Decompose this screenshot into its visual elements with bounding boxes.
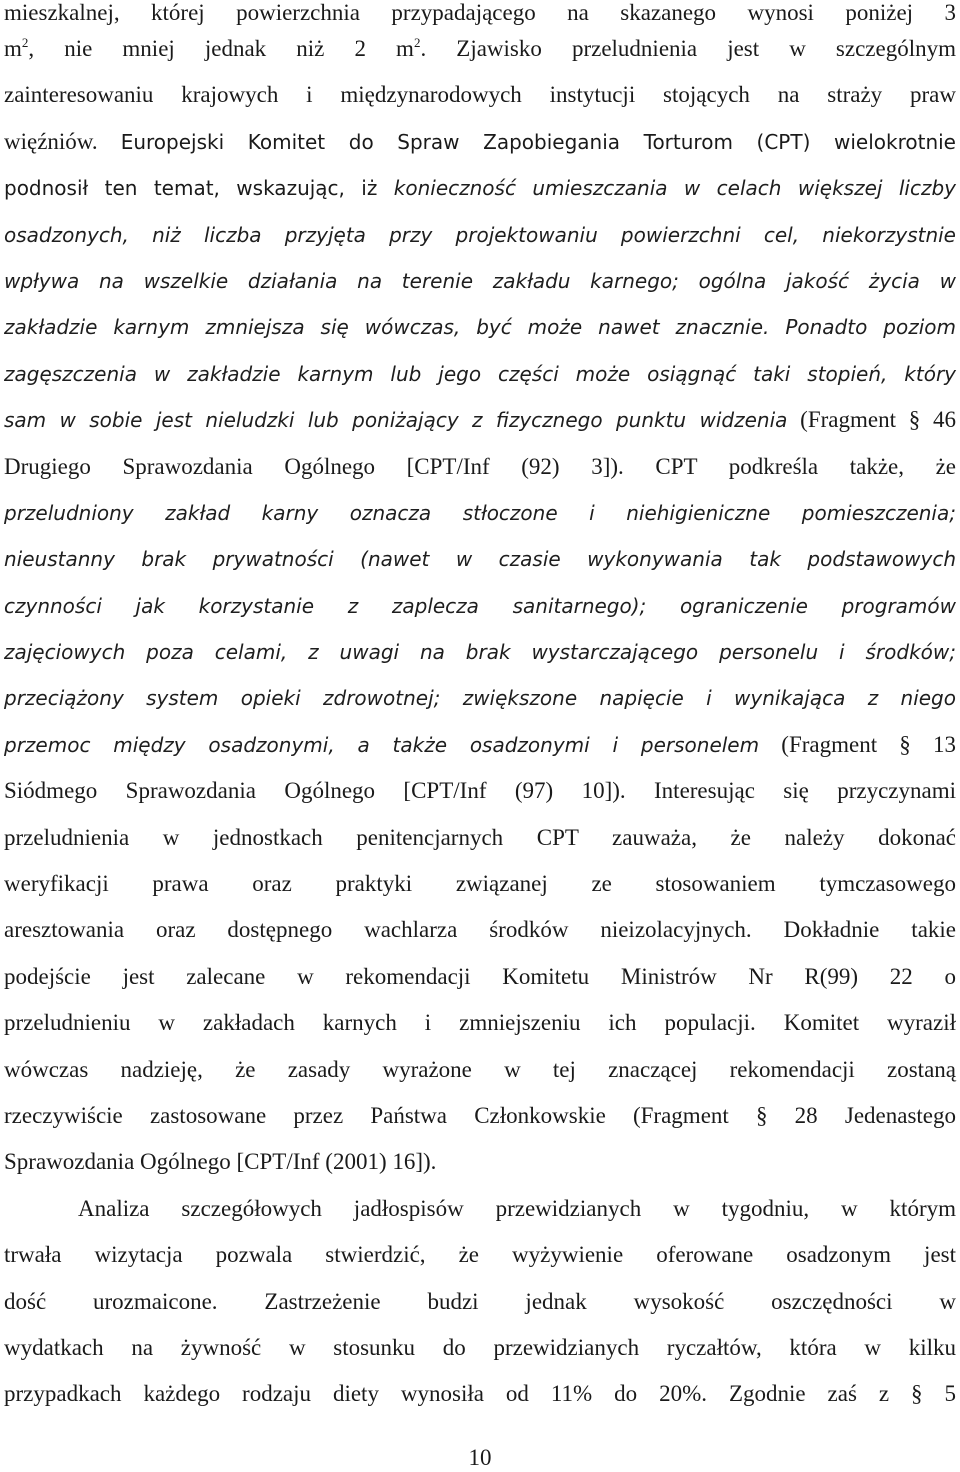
text-segment: (Fragment § 46 [787, 407, 956, 433]
superscript: 2 [413, 35, 421, 50]
text-line [4, 907, 956, 953]
text-segment: weryfikacji prawa oraz praktyki związanej ze stosowaniem tymczasowego [4, 871, 956, 897]
text-line [4, 1232, 956, 1278]
text-segment: wówczas nadzieję, że zasady wyrażone w tej znaczącej rekomendacji zostaną [4, 1056, 956, 1082]
quoted-text: przeludniony zakład karny oznacza stłoczone i niehigieniczne pomieszczenia; [4, 500, 956, 525]
text-segment: Drugiego Sprawozdania Ogólnego [CPT/Inf (92) 3]). CPT podkreśla także, że [4, 453, 956, 479]
text-segment: , nie mniej jednak niż 2 m [28, 36, 414, 61]
text-segment: Analiza szczegółowych jadłospisów przewidzianych w tygodniu, w którym [78, 1195, 956, 1221]
text-segment: rzeczywiście zastosowane przez Państwa Członkowskie (Fragment § 28 Jedenastego [4, 1102, 956, 1128]
text-line [4, 536, 956, 582]
text-segment: mieszkalnej, której powierzchnia przypadającego na skazanego wynosi poniżej 3 [4, 0, 956, 25]
text-line [4, 212, 956, 258]
text-segment: wydatkach na żywność w stosunku do przewidzianych ryczałtów, która w kilku [4, 1334, 956, 1360]
text-segment: przeludnieniu w zakładach karnych i zmniejszeniu ich populacji. Komitet wyraził [4, 1010, 956, 1036]
text-segment: . Zjawisko przeludnienia jest w szczególnym [420, 36, 956, 61]
text-segment: przypadkach każdego rodzaju diety wynosiła od 11% do 20%. Zgodnie zaś z § 5 [4, 1381, 956, 1407]
text-segment: m [4, 36, 22, 61]
text-segment: trwała wizytacja pozwala stwierdzić, że wyżywienie oferowane osadzonym jest [4, 1242, 956, 1268]
text-line [4, 258, 956, 304]
text-line [4, 0, 956, 26]
text-line [4, 954, 956, 1000]
text-line [4, 675, 956, 721]
text-line [4, 397, 956, 443]
text-segment: przeludnienia w jednostkach penitencjarnych CPT zauważa, że należy dokonać [4, 824, 956, 850]
page-number: 10 [468, 1445, 492, 1470]
superscript: 2 [21, 35, 29, 50]
text-line [4, 722, 956, 768]
text-line [4, 444, 956, 490]
text-segment: podejście jest zalecane w rekomendacji Komitetu Ministrów Nr R(99) 22 o [4, 963, 956, 989]
text-line [4, 815, 956, 861]
quoted-text: przemoc między osadzonymi, a także osadzonymi i personelem [4, 732, 760, 757]
text-segment: Sprawozdania Ogólnego [CPT/Inf (2001) 16]). [4, 1149, 437, 1175]
text-segment: zainteresowaniu krajowych i międzynarodowych instytucji stojących na straży praw [4, 82, 956, 108]
quoted-text: zagęszczenia w zakładzie karnym lub jego części może osiągnąć taki stopień, który [4, 361, 956, 386]
text-line [4, 119, 956, 165]
text-line [4, 72, 956, 118]
text-segment: (Fragment § 13 [759, 731, 956, 757]
text-line [4, 26, 956, 72]
quoted-text: czynności jak korzystanie z zaplecza sanitarnego); ograniczenie programów [4, 593, 956, 618]
text-segment: więźniów. [4, 128, 121, 154]
quoted-text: wpływa na wszelkie działania na terenie zakładu karnego; ogólna jakość życia w [4, 268, 956, 293]
text-segment: podnosił ten temat, wskazując, iż [4, 176, 394, 201]
quoted-text: zakładzie karnym zmniejsza się wówczas, być może nawet znacznie. [4, 315, 786, 340]
text-line [4, 1325, 956, 1371]
text-line [4, 351, 956, 397]
quoted-text: sam w sobie jest nieludzki lub poniżający z fizycznego punktu widzenia [4, 408, 788, 433]
text-line [4, 1371, 956, 1417]
text-segment: Siódmego Sprawozdania Ogólnego [CPT/Inf (97) 10]). Interesując się przyczynami [4, 778, 956, 804]
text-line [4, 768, 956, 814]
text-line [4, 583, 956, 629]
text-line [4, 1093, 956, 1139]
text-line [4, 1186, 956, 1232]
text-line [4, 861, 956, 907]
text-segment: dość urozmaicone. Zastrzeżenie budzi jednak wysokość oszczędności w [4, 1288, 956, 1314]
quoted-text: przeciążony system opieki zdrowotnej; zwiększone napięcie i wynikająca z niego [4, 686, 956, 711]
text-line [4, 304, 956, 350]
text-line [4, 1047, 956, 1093]
text-line [4, 1279, 956, 1325]
text-line [4, 1000, 956, 1046]
quoted-text: konieczność umieszczania w celach większej liczby [393, 176, 956, 201]
quoted-text: zajęciowych poza celami, z uwagi na brak wystarczającego personelu i środków; [4, 640, 956, 665]
body-text [4, 0, 956, 1418]
quoted-text: osadzonych, niż liczba przyjęta przy projektowaniu powierzchni cel, niekorzystnie [4, 222, 956, 247]
text-line [4, 629, 956, 675]
text-segment: aresztowania oraz dostępnego wachlarza środków nieizolacyjnych. Dokładnie takie [4, 917, 956, 943]
text-line [4, 1139, 956, 1185]
text-segment: Europejski Komitet do Spraw Zapobiegania Torturom (CPT) wielokrotnie [120, 129, 956, 154]
quoted-text: nieustanny brak prywatności (nawet w czasie wykonywania tak podstawowych [4, 547, 956, 572]
quoted-text: Ponadto poziom [785, 315, 956, 340]
text-line [4, 165, 956, 211]
text-line [4, 490, 956, 536]
